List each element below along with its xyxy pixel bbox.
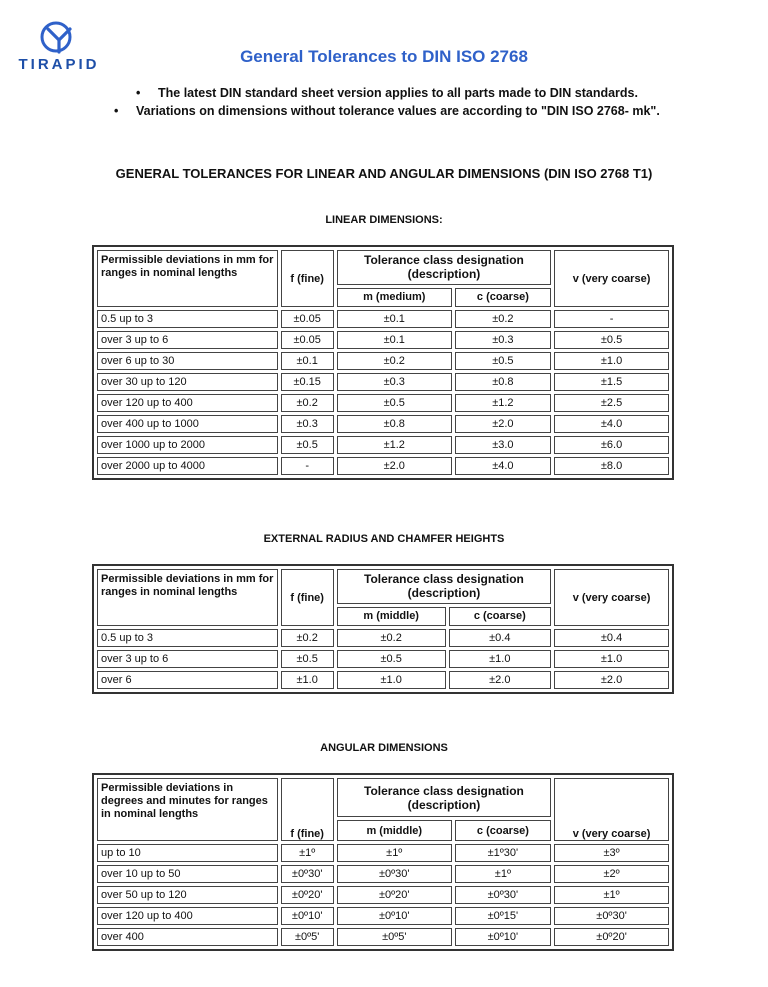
cell-f: ±0.2 [281, 629, 334, 647]
cell-m: ±0º20' [337, 886, 452, 904]
cell-f: ±0º5' [281, 928, 334, 946]
cell-range: over 400 up to 1000 [97, 415, 278, 433]
cell-f: ±0.1 [281, 352, 334, 370]
table-row [97, 650, 669, 668]
linear-title: LINEAR DIMENSIONS: [325, 214, 443, 226]
cell-f: ±0º10' [281, 907, 334, 925]
header-v: v (very coarse) [554, 250, 669, 307]
note-item [110, 84, 660, 102]
table-row [97, 844, 669, 862]
table-row [97, 928, 669, 946]
cell-c: ±0.5 [455, 352, 551, 370]
cell-range: over 3 up to 6 [97, 650, 278, 668]
header-c: c (coarse) [455, 288, 551, 307]
cell-range: over 120 up to 400 [97, 394, 278, 412]
notes-list [110, 84, 660, 120]
cell-c: ±0º10' [455, 928, 551, 946]
cell-m: ±2.0 [337, 457, 452, 475]
cell-v: ±2.5 [554, 394, 669, 412]
cell-c: ±4.0 [455, 457, 551, 475]
cell-c: ±1º [455, 865, 551, 883]
cell-m: ±1º [337, 844, 452, 862]
table-header-row [97, 778, 669, 817]
cell-c: ±0º15' [455, 907, 551, 925]
table-row [97, 436, 669, 454]
cell-m: ±0º30' [337, 865, 452, 883]
header-c: c (coarse) [455, 820, 551, 841]
cell-m: ±0.3 [337, 373, 452, 391]
table-row [97, 629, 669, 647]
cell-range: over 1000 up to 2000 [97, 436, 278, 454]
table-row [97, 671, 669, 689]
logo-text: TIRAPID [18, 56, 100, 73]
cell-range: 0.5 up to 3 [97, 629, 278, 647]
cell-c: ±1º30' [455, 844, 551, 862]
table-row [97, 907, 669, 925]
cell-m: ±0.8 [337, 415, 452, 433]
table-row [97, 310, 669, 328]
table-header-row [97, 569, 669, 604]
cell-v: ±0º20' [554, 928, 669, 946]
cell-f: ±0.05 [281, 331, 334, 349]
bullet-icon: • [136, 86, 141, 100]
cell-range: up to 10 [97, 844, 278, 862]
cell-range: over 400 [97, 928, 278, 946]
cell-f: ±0.5 [281, 650, 334, 668]
cell-c: ±2.0 [449, 671, 552, 689]
cell-m: ±0º10' [337, 907, 452, 925]
cell-v: ±2º [554, 865, 669, 883]
table-row [97, 394, 669, 412]
header-corner: Permissible deviations in mm for ranges in nominal lengths [97, 569, 278, 626]
cell-v: ±2.0 [554, 671, 669, 689]
header-f: f (fine) [281, 569, 334, 626]
header-class-group: Tolerance class designation (description) [337, 569, 551, 604]
cell-c: ±0º30' [455, 886, 551, 904]
table-row [97, 373, 669, 391]
cell-m: ±0.1 [337, 331, 452, 349]
note-item [110, 102, 660, 120]
table-header-row [97, 250, 669, 285]
table-row [97, 352, 669, 370]
cell-f: ±0.05 [281, 310, 334, 328]
cell-range: over 6 up to 30 [97, 352, 278, 370]
cell-v: ±0.4 [554, 629, 669, 647]
cell-v: ±0º30' [554, 907, 669, 925]
cell-c: ±3.0 [455, 436, 551, 454]
header-c: c (coarse) [449, 607, 552, 626]
table-row [97, 865, 669, 883]
header-v: v (very coarse) [554, 569, 669, 626]
header-m: m (middle) [337, 820, 452, 841]
cell-v: ±1.5 [554, 373, 669, 391]
cell-m: ±0.5 [337, 394, 452, 412]
cell-range: 0.5 up to 3 [97, 310, 278, 328]
cell-range: over 50 up to 120 [97, 886, 278, 904]
table-row [97, 331, 669, 349]
cell-v: - [554, 310, 669, 328]
cell-c: ±1.2 [455, 394, 551, 412]
section-title: GENERAL TOLERANCES FOR LINEAR AND ANGULAR DIMENSIONS (DIN ISO 2768 T1) [115, 166, 653, 181]
cell-c: ±2.0 [455, 415, 551, 433]
table-row [97, 457, 669, 475]
cell-range: over 2000 up to 4000 [97, 457, 278, 475]
cell-v: ±6.0 [554, 436, 669, 454]
cell-m: ±0.2 [337, 629, 446, 647]
radius-title: EXTERNAL RADIUS AND CHAMFER HEIGHTS [263, 533, 505, 545]
cell-f: ±1º [281, 844, 334, 862]
cell-range: over 30 up to 120 [97, 373, 278, 391]
cell-m: ±0.1 [337, 310, 452, 328]
table-row [97, 415, 669, 433]
header-f: f (fine) [281, 778, 334, 841]
cell-c: ±0.4 [449, 629, 552, 647]
cell-c: ±0.3 [455, 331, 551, 349]
cell-m: ±0º5' [337, 928, 452, 946]
cell-v: ±0.5 [554, 331, 669, 349]
cell-f: ±0º30' [281, 865, 334, 883]
bullet-icon: • [114, 104, 119, 118]
header-class-group: Tolerance class designation (description) [337, 778, 551, 817]
cell-f: ±0º20' [281, 886, 334, 904]
cell-f: ±0.2 [281, 394, 334, 412]
cell-f: ±0.15 [281, 373, 334, 391]
cell-v: ±1.0 [554, 650, 669, 668]
cell-range: over 10 up to 50 [97, 865, 278, 883]
cell-f: ±0.3 [281, 415, 334, 433]
cell-range: over 120 up to 400 [97, 907, 278, 925]
cell-m: ±1.0 [337, 671, 446, 689]
header-corner: Permissible deviations in degrees and minutes for ranges in nominal lengths [97, 778, 278, 841]
cell-v: ±3º [554, 844, 669, 862]
header-m: m (medium) [337, 288, 452, 307]
note-text: Variations on dimensions without tolerance values are according to "DIN ISO 2768- mk". [136, 104, 660, 118]
cell-range: over 3 up to 6 [97, 331, 278, 349]
cell-v: ±8.0 [554, 457, 669, 475]
cell-c: ±0.8 [455, 373, 551, 391]
angular-dimensions-table [92, 773, 674, 951]
header-v: v (very coarse) [554, 778, 669, 841]
page-title: General Tolerances to DIN ISO 2768 [240, 47, 528, 66]
note-text: The latest DIN standard sheet version applies to all parts made to DIN standards. [158, 86, 638, 100]
cell-m: ±0.5 [337, 650, 446, 668]
cell-f: - [281, 457, 334, 475]
header-m: m (middle) [337, 607, 446, 626]
cell-v: ±1º [554, 886, 669, 904]
linear-dimensions-table [92, 245, 674, 480]
cell-m: ±1.2 [337, 436, 452, 454]
cell-f: ±0.5 [281, 436, 334, 454]
cell-c: ±1.0 [449, 650, 552, 668]
cell-range: over 6 [97, 671, 278, 689]
cell-m: ±0.2 [337, 352, 452, 370]
table-row [97, 886, 669, 904]
cell-f: ±1.0 [281, 671, 334, 689]
cell-c: ±0.2 [455, 310, 551, 328]
cell-v: ±1.0 [554, 352, 669, 370]
header-class-group: Tolerance class designation (description) [337, 250, 551, 285]
angular-title: ANGULAR DIMENSIONS [320, 742, 448, 754]
radius-chamfer-table [92, 564, 674, 694]
header-f: f (fine) [281, 250, 334, 307]
cell-v: ±4.0 [554, 415, 669, 433]
header-corner: Permissible deviations in mm for ranges in nominal lengths [97, 250, 278, 307]
